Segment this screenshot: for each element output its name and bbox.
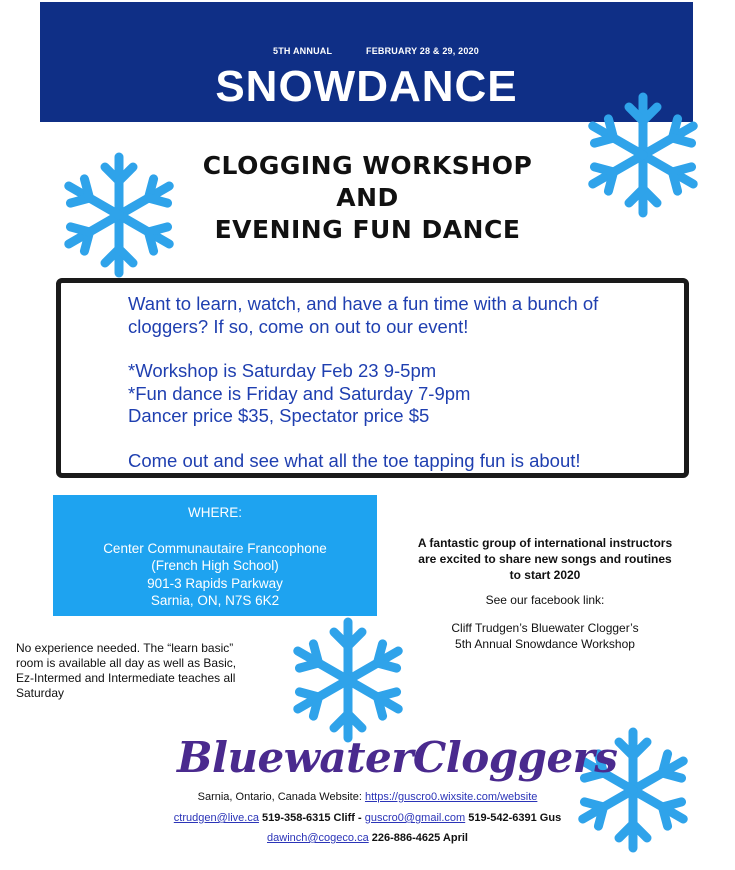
phone-cliff: 519-358-6315 Cliff	[262, 812, 355, 824]
instructors-line-3: to start 2020	[509, 568, 581, 582]
phone-april: 226-886-4625 April	[371, 832, 468, 844]
no-experience-line-2: room is available all day as well as Basic,	[16, 656, 237, 670]
annual-label: 5TH ANNUAL	[273, 46, 333, 56]
footer-location: Sarnia, Ontario, Canada Website:	[197, 791, 362, 803]
headline-line-2: AND	[336, 183, 399, 212]
location-line-1: Center Communautaire Francophone	[103, 540, 327, 556]
info-line-4: *Fun dance is Friday and Saturday 7-9pm	[128, 382, 471, 404]
snowflake-icon	[54, 150, 184, 280]
phone-gus: 519-542-6391 Gus	[468, 812, 562, 824]
instructors-line-1: A fantastic group of international instructors	[417, 536, 673, 550]
location-line-3: 901-3 Rapids Parkway	[147, 575, 283, 591]
location-box	[53, 495, 377, 616]
email-link-april[interactable]: dawinch@cogeco.ca	[267, 832, 369, 844]
event-dates: FEBRUARY 28 & 29, 2020	[366, 46, 479, 56]
footer-contact-line-1	[0, 811, 735, 825]
no-experience-text	[16, 641, 286, 701]
no-experience-line-4: Saturday	[16, 686, 65, 700]
footer-contact-line-2	[0, 831, 735, 845]
headline-line-1: CLOGGING WORKSHOP	[202, 151, 533, 180]
facebook-line-2: 5th Annual Snowdance Workshop	[455, 637, 635, 651]
info-line-2: cloggers? If so, come on out to our event!	[128, 315, 469, 337]
location-line-4: Sarnia, ON, N7S 6K2	[150, 593, 280, 608]
instructors-text	[390, 535, 700, 583]
facebook-line-1: Cliff Trudgen’s Bluewater Clogger’s	[451, 621, 639, 635]
info-line-1: Want to learn, watch, and have a fun time with a bunch of	[128, 293, 599, 314]
email-link-cliff[interactable]: ctrudgen@live.ca	[173, 812, 259, 824]
no-experience-line-3: Ez-Intermed and Intermediate teaches all	[16, 671, 236, 685]
snowflake-icon	[578, 90, 708, 220]
footer-website-line	[0, 790, 735, 804]
info-line-3: *Workshop is Saturday Feb 23 9-5pm	[128, 360, 437, 381]
email-link-gus[interactable]: guscro0@gmail.com	[364, 812, 466, 824]
facebook-link[interactable]	[390, 620, 700, 652]
no-experience-line-1: No experience needed. The “learn basic”	[16, 641, 234, 655]
event-info-box	[56, 278, 689, 478]
bluewater-cloggers-logo: BluewaterCloggers	[177, 733, 618, 782]
facebook-prompt: See our facebook link:	[485, 593, 605, 607]
info-line-5: Dancer price $35, Spectator price $5	[128, 405, 430, 426]
headline-line-3: EVENING FUN DANCE	[214, 215, 521, 244]
info-line-6: Come out and see what all the toe tapping fun is about!	[128, 449, 581, 471]
location-line-2: (French High School)	[151, 558, 279, 573]
website-link[interactable]: https://guscro0.wixsite.com/website	[364, 791, 538, 803]
location-heading: WHERE:	[188, 505, 242, 520]
event-title: SNOWDANCE	[215, 62, 518, 111]
contact-separator: -	[358, 812, 362, 824]
instructors-line-2: are excited to share new songs and routines	[418, 552, 672, 566]
